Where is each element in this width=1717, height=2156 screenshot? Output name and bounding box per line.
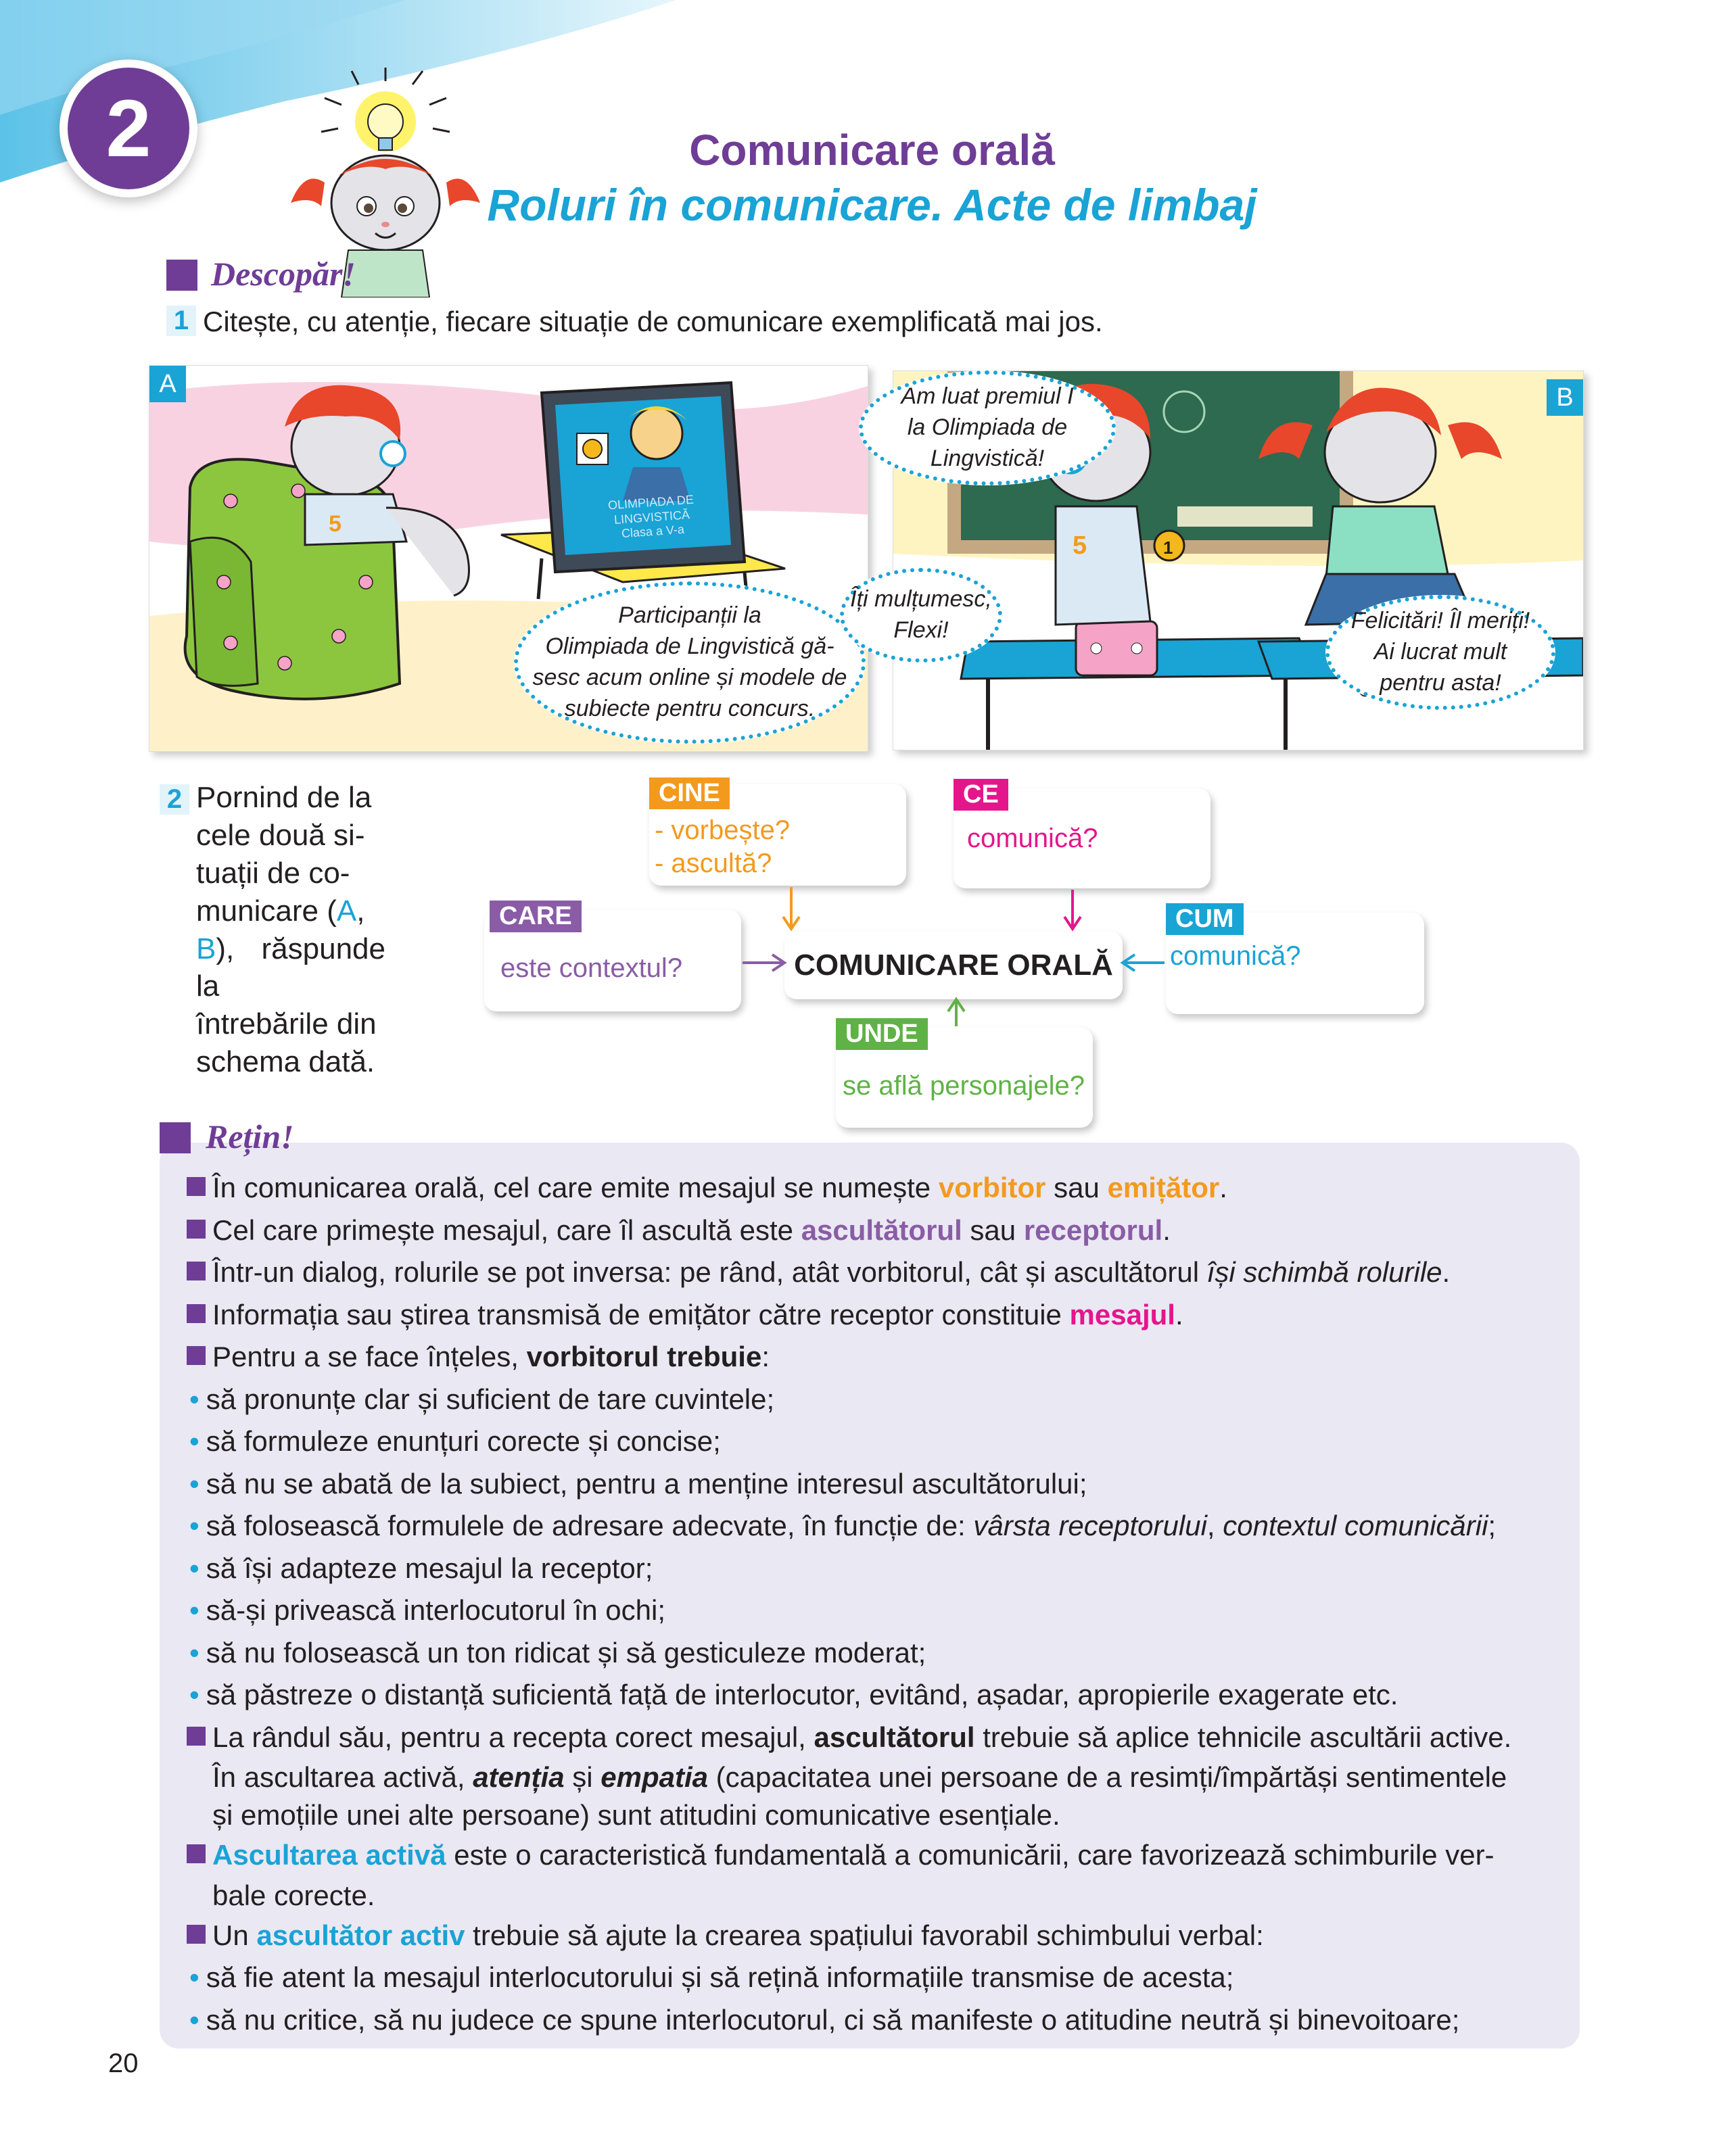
unde-tag: UNDE (836, 1018, 928, 1050)
chapter-number-badge: 2 (60, 59, 197, 197)
text-run: sau (962, 1214, 1024, 1246)
task2-line: cele două si- (196, 818, 365, 852)
retin-line (187, 1717, 1566, 1759)
square-bullet-icon (187, 1844, 206, 1863)
center-box: COMUNICARE ORALĂ (784, 932, 1123, 999)
tv-caption-line: Clasa a V-a (621, 522, 685, 541)
text-run: municare ( (196, 894, 337, 928)
text-run: Într-un dialog, rolurile se pot inversa: pe rând, atât vorbitorul, cât și ascultătorul (212, 1256, 1207, 1288)
svg-text:5: 5 (1073, 531, 1087, 560)
retin-subline (187, 1957, 1566, 1999)
text-run: este o caracteristică fundamentală a comunicării, care favorizează schimburile ver- (446, 1839, 1495, 1871)
retin-subline (187, 1999, 1566, 2042)
text-run: Cel care primește mesajul, care îl ascultă este (212, 1214, 801, 1246)
bubble-line: sesc acum online și modele de (532, 665, 847, 690)
cum-tag: CUM (1166, 903, 1244, 935)
retin-line (187, 1915, 1566, 1957)
dot-bullet-icon: • (189, 1636, 199, 1669)
square-bullet-icon (187, 1346, 206, 1365)
text-run: : (761, 1341, 770, 1372)
dot-bullet-icon: • (189, 1383, 199, 1415)
text-run: să nu se abată de la subiect, pentru a menține interesul ascultătorului; (206, 1467, 1087, 1500)
retin-subline (187, 1548, 1566, 1590)
dot-bullet-icon: • (189, 1510, 199, 1541)
lesson-title: Comunicare orală (689, 126, 1055, 174)
bubble-line: Felicitări! Îl meriți! (1350, 608, 1530, 634)
term-ascultator-activ: ascultător activ (256, 1919, 465, 1951)
dot-bullet-icon: • (189, 1552, 199, 1584)
retin-subline (187, 1505, 1566, 1548)
text-run: să păstreze o distanță suficientă față de interlocutor, evitând, așadar, apropierile exagerate etc. (206, 1679, 1398, 1710)
text-run: , (356, 894, 365, 928)
square-bullet-icon (187, 1925, 206, 1944)
task1-text: Citește, cu atenție, fiecare situație de comunicare exemplificată mai jos. (203, 306, 1103, 337)
text-run: să nu critice, să nu judece ce spune interlocutorul, ci să manifeste o atitudine neutră și binevoitoare; (206, 2003, 1460, 2036)
square-bullet-icon (187, 1727, 206, 1746)
dot-bullet-icon: • (189, 1961, 199, 1993)
dot-bullet-icon: • (189, 1679, 199, 1710)
emphasis: contextul comunicării (1223, 1510, 1488, 1541)
term-emitator: emițător (1107, 1172, 1220, 1203)
text-run: să-și privească interlocutorul în ochi; (206, 1594, 666, 1626)
emphasis: vârsta receptorului (973, 1510, 1207, 1541)
text-run: Pentru a se face înțeles, (212, 1341, 527, 1372)
dot-bullet-icon: • (189, 2003, 199, 2036)
bubble-line: Ai lucrat mult (1373, 639, 1507, 665)
bubble-line: Am luat premiul I (901, 383, 1074, 410)
text-run: . (1175, 1298, 1183, 1331)
square-bullet-icon (187, 1177, 206, 1196)
retin-subline (187, 1674, 1566, 1717)
unde-text: se află personajele? (843, 1071, 1085, 1101)
retin-subline (187, 1420, 1566, 1463)
text-run: Informația sau știrea transmisă de emițător către receptor constituie (212, 1298, 1070, 1331)
ce-text: comunică? (967, 823, 1098, 853)
retin-content (187, 1167, 1566, 2041)
cum-text: comunică? (1170, 941, 1301, 971)
text-run: să pronunțe clar și suficient de tare cuvintele; (206, 1383, 775, 1415)
text-run: ; (1488, 1510, 1497, 1541)
square-bullet-icon (187, 1220, 206, 1239)
emphasis: ascultătorul (814, 1721, 975, 1753)
term-vorbitor: vorbitor (938, 1172, 1046, 1203)
cine-line: - ascultă? (655, 848, 772, 878)
bubble-line: Olimpiada de Lingvistică gă- (545, 633, 834, 660)
emphasis: atenția (473, 1761, 565, 1793)
text-run: . (1219, 1172, 1227, 1203)
cine-tag: CINE (649, 777, 730, 809)
text-run: trebuie să ajute la crearea spațiului favorabil schimbului verbal: (465, 1919, 1264, 1951)
text-run: În comunicarea orală, cel care emite mesajul se numește (212, 1172, 939, 1203)
bubble-line: Participanții la (618, 602, 761, 629)
text-run: și (564, 1761, 601, 1793)
bubble-line: la Olimpiada de (907, 414, 1068, 441)
care-text: este contextul? (500, 953, 683, 983)
bubble-line: subiecte pentru concurs. (564, 695, 816, 721)
square-bullet-icon (187, 1262, 206, 1280)
situation-a-ref: A (336, 894, 357, 928)
care-tag: CARE (490, 901, 582, 932)
retin-line (187, 1834, 1566, 1877)
ce-tag: CE (954, 779, 1008, 811)
tv-caption-line: OLIMPIADA DE LINGVISTICĂ (607, 492, 695, 527)
bubble-line: Lingvistică! (930, 445, 1045, 471)
text-run: . (1162, 1214, 1171, 1246)
text-run: să nu folosească un ton ridicat și să gesticuleze moderat; (206, 1636, 926, 1669)
text-run: ), răspunde la (196, 932, 385, 1003)
retin-line: bale corecte. (212, 1879, 375, 1911)
discover-label: Descopăr! (211, 255, 356, 293)
task2-line: tuații de co- (196, 856, 350, 890)
bubble-line: pentru asta! (1380, 669, 1501, 696)
section-marker (160, 1122, 191, 1153)
retin-line: și emoțiile unei alte persoane) sunt atitudini comunicative esențiale. (212, 1799, 1060, 1831)
text-run: sau (1045, 1172, 1108, 1203)
retin-line (187, 1251, 1566, 1294)
text-run: să folosească formulele de adresare adecvate, în funcție de: (206, 1510, 974, 1541)
retin-subline (187, 1379, 1566, 1421)
retin-line (187, 1167, 1566, 1209)
retin-line (187, 1294, 1566, 1337)
term-ascultatorul: ascultătorul (801, 1214, 962, 1246)
retin-line (187, 1336, 1566, 1379)
bubble-line: Îți mulțumesc, (850, 586, 992, 613)
retin-line (187, 1758, 1566, 1796)
text-run: Un (212, 1919, 257, 1951)
text-run: să formuleze enunțuri corecte și concise; (206, 1425, 721, 1457)
retin-subline (187, 1632, 1566, 1675)
text-run: să fie atent la mesajul interlocutorului și să rețină informațiile transmise de acesta; (206, 1961, 1234, 1993)
text-run: , (1206, 1510, 1223, 1541)
retin-line (187, 1209, 1566, 1252)
emphasis: vorbitorul trebuie (526, 1341, 762, 1372)
illustration-a-tag: A (149, 366, 186, 402)
task2-line: schema dată. (196, 1045, 375, 1079)
dot-bullet-icon: • (189, 1425, 199, 1457)
retin-subline (187, 1589, 1566, 1632)
text-run: La rândul său, pentru a recepta corect mesajul, (212, 1721, 814, 1753)
term-ascultarea-activa: Ascultarea activă (212, 1839, 446, 1871)
text-run: trebuie să aplice tehnicile ascultării active. (974, 1721, 1512, 1753)
emphasis: își schimbă rolurile (1206, 1256, 1442, 1288)
page-number: 20 (108, 2049, 139, 2078)
term-receptorul: receptorul (1023, 1214, 1163, 1246)
text-run: să își adapteze mesajul la receptor; (206, 1552, 653, 1584)
svg-text:1: 1 (1163, 537, 1173, 558)
task2-line: Pornind de la (196, 781, 372, 814)
term-mesajul: mesajul (1069, 1298, 1175, 1331)
retin-subline (187, 1463, 1566, 1506)
situation-b-ref: B (196, 932, 216, 965)
text-run: (capacitatea unei persoane de a resimți/împărtăși sentimentele (707, 1761, 1507, 1793)
lesson-subtitle: Roluri în comunicare. Acte de limbaj (487, 180, 1257, 230)
bubble-line: Flexi! (893, 617, 949, 643)
task-number: 1 (166, 306, 196, 336)
task-number: 2 (160, 784, 189, 815)
dot-bullet-icon: • (189, 1467, 199, 1500)
emphasis: empatia (601, 1761, 708, 1793)
task2-line: întrebările din (196, 1007, 377, 1041)
text-run: . (1442, 1256, 1451, 1288)
retin-label: Rețin! (206, 1118, 294, 1155)
dot-bullet-icon: • (189, 1594, 199, 1626)
cine-line: - vorbește? (655, 815, 791, 845)
text-run: În ascultarea activă, (212, 1761, 473, 1793)
illustration-b-tag: B (1547, 379, 1583, 416)
svg-text:5: 5 (329, 511, 342, 537)
square-bullet-icon (187, 1304, 206, 1323)
